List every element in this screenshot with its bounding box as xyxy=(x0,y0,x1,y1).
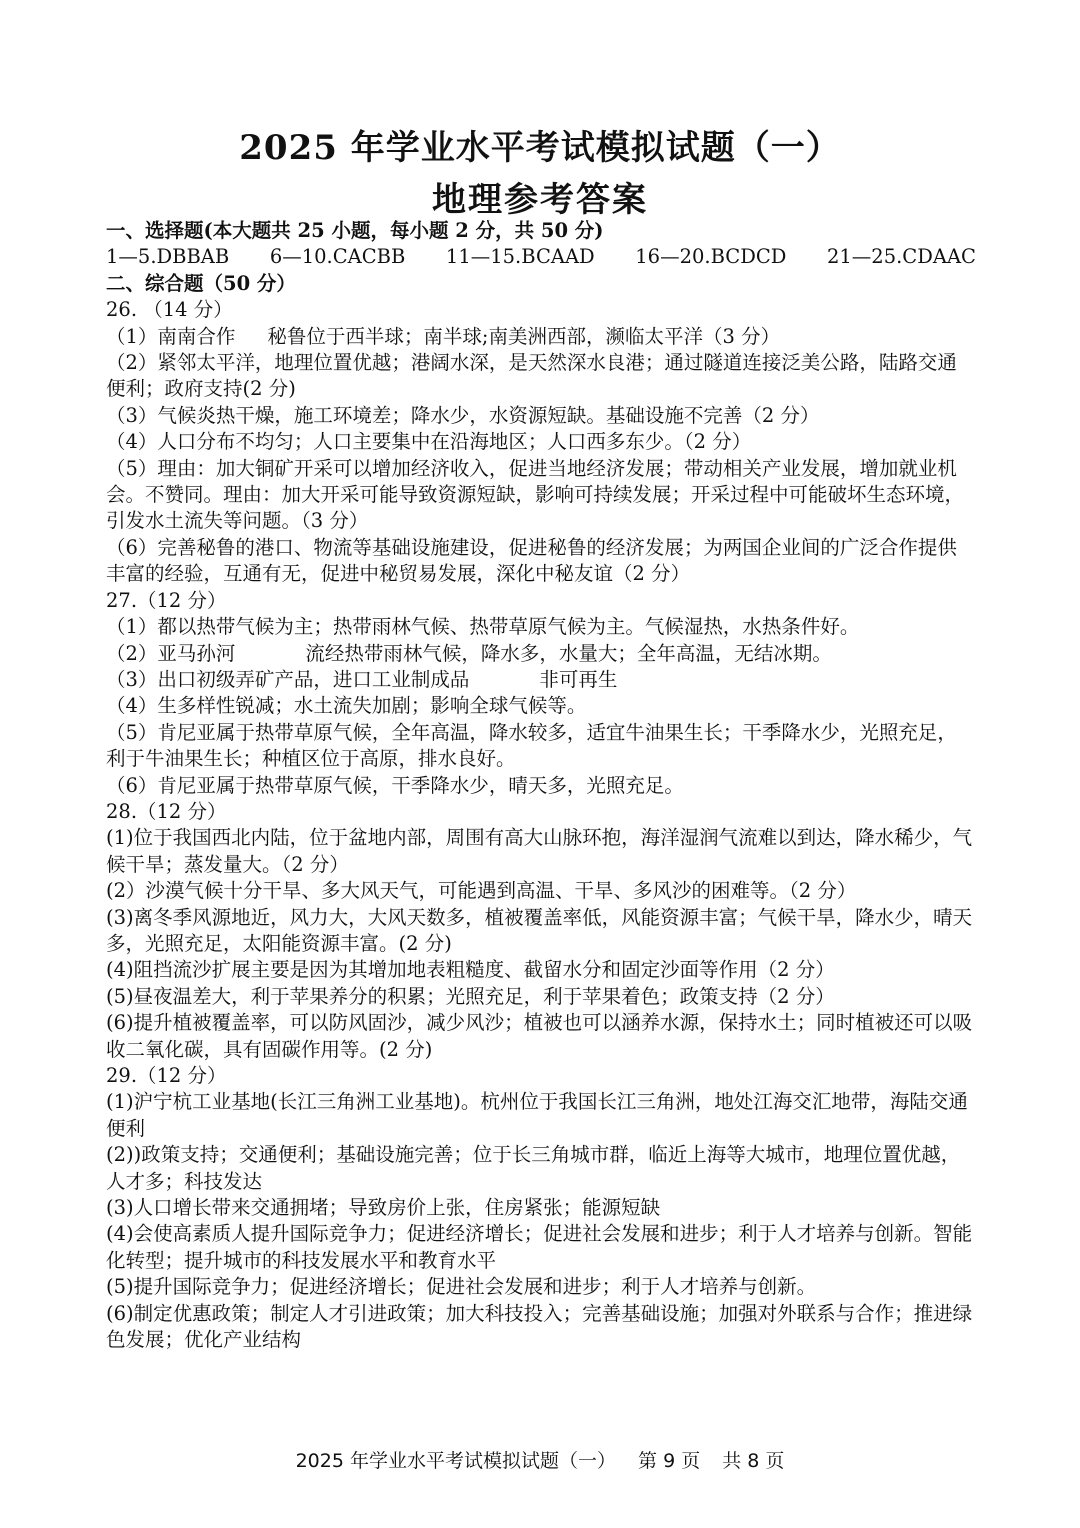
q28-answer-2: (2）沙漠气候十分干旱、多大风天气，可能遇到高温、干旱、多风沙的困难等。（2 分） xyxy=(106,879,857,903)
q29-answer-6: (6)制定优惠政策；制定人才引进政策；加大科技投入；完善基础设施；加强对外联系与合作；推进绿色发展；优化产业结构 xyxy=(106,1301,973,1352)
q28-answer-3: (3)离冬季风源地近，风力大，大风天数多，植被覆盖率低，风能资源丰富；气候干旱，降水少，晴天多，光照充足，太阳能资源丰富。(2 分) xyxy=(106,905,973,955)
q26-answer-1 xyxy=(106,324,976,350)
page-subtitle: 地理参考答案 xyxy=(432,180,648,220)
q29-answer-2: (2))政策支持；交通便利；基础设施完善；位于长三角城市群，临近上海等大城市，地理位置优越，人才多；科技发达 xyxy=(106,1143,961,1193)
footer-exam-title: 2025 年学业水平考试模拟试题（一） xyxy=(295,1450,616,1472)
q27-answer-2-part-a: （2）亚马孙河 xyxy=(106,641,236,665)
choice-answers xyxy=(106,244,976,270)
q29-answer-4: (4)会使高素质人提升国际竞争力；促进经济增长；促进社会发展和进步；利于人才培养与创新。智能化转型；提升城市的科技发展水平和教育水平 xyxy=(106,1222,973,1272)
choice-answer-16-20: 16—20.BCDCD xyxy=(635,245,787,269)
q26-answer-5: （5）理由：加大铜矿开采可以增加经济收入，促进当地经济发展；带动相关产业发展，增加就业机会。不赞同。理由：加大开采可能导致资源短缺，影响可持续发展；开采过程中可能破坏生态环境，引发水土流失等问题。（3 分） xyxy=(106,456,965,533)
q27-answer-5: （5）肯尼亚属于热带草原气候，全年高温，降水较多，适宜牛油果生长；干季降水少，光照充足，利于牛油果生长；种植区位于高原，排水良好。 xyxy=(106,720,957,771)
q26-answer-2: （2）紧邻太平洋，地理位置优越；港阔水深，是天然深水良港；通过隧道连接泛美公路，陆路交通便利；政府支持(2 分) xyxy=(106,351,957,401)
q26-answer-6: （6）完善秘鲁的港口、物流等基础设施建设，促进秘鲁的经济发展；为两国企业间的广泛合作提供丰富的经验，互通有无，促进中秘贸易发展，深化中秘友谊（2 分） xyxy=(106,535,957,586)
q27-answer-3-part-b: 非可再生 xyxy=(539,667,618,691)
q26-answer-1-part-b: 秘鲁位于西半球；南半球;南美洲西部，濒临太平洋（3 分） xyxy=(267,324,781,348)
q28-header: 28.（12 分） xyxy=(106,799,227,823)
q27-answer-4: （4）生多样性锐减；水土流失加剧；影响全球气候等。 xyxy=(106,694,587,718)
q29-header: 29.（12 分） xyxy=(106,1064,227,1087)
answer-content xyxy=(106,218,976,1353)
q27-answer-3-part-a: （3）出口初级弄矿产品，进口工业制成品 xyxy=(106,667,470,691)
q26-answer-4: （4）人口分布不均匀；人口主要集中在沿海地区；人口西多东少。（2 分） xyxy=(106,430,752,454)
choice-answer-11-15: 11—15.BCAAD xyxy=(445,245,595,269)
q26-answer-3: （3）气候炎热干燥，施工环境差；降水少，水资源短缺。基础设施不完善（2 分） xyxy=(106,403,820,427)
q26-header: 26. （14 分） xyxy=(106,298,233,322)
q28-answer-4: (4)阻挡流沙扩展主要是因为其增加地表粗糙度、截留水分和固定沙面等作用（2 分） xyxy=(106,958,835,982)
choice-answer-6-10: 6—10.CACBB xyxy=(269,245,406,269)
q27-answer-6: （6）肯尼亚属于热带草原气候，干季降水少，晴天多，光照充足。 xyxy=(106,773,684,797)
q29-answer-1: (1)沪宁杭工业基地(长江三角洲工业基地)。杭州位于我国长江三角洲，地处江海交汇地带，海陆交通便利 xyxy=(106,1090,968,1140)
q29-answer-3: (3)人口增长带来交通拥堵；导致房价上张，住房紧张；能源短缺 xyxy=(106,1196,661,1220)
q26-answer-1-part-a: （1）南南合作 xyxy=(106,324,236,348)
q27-answer-1: （1）都以热带气候为主；热带雨林气候、热带草原气候为主。气候湿热，水热条件好。 xyxy=(106,615,860,639)
q28-answer-6: (6)提升植被覆盖率，可以防风固沙，减少风沙；植被也可以涵养水源，保持水土；同时植被还可以吸收二氧化碳，具有固碳作用等。(2 分) xyxy=(106,1011,973,1061)
choice-answer-1-5: 1—5.DBBAB xyxy=(106,245,230,269)
q28-answer-1: (1)位于我国西北内陆，位于盆地内部，周围有高大山脉环抱，海洋湿润气流难以到达，降水稀少，气候干旱；蒸发量大。（2 分） xyxy=(106,826,973,876)
footer-total-pages: 共 8 页 xyxy=(722,1450,785,1472)
section2-heading: 二、综合题（50 分） xyxy=(106,271,296,295)
section1-heading: 一、选择题(本大题共 25 小题，每小题 2 分，共 50 分) xyxy=(106,219,604,242)
q27-answer-2 xyxy=(106,641,976,667)
q29-answer-5: (5)提升国际竞争力；促进经济增长；促进社会发展和进步；利于人才培养与创新。 xyxy=(106,1275,817,1299)
q27-header: 27.（12 分） xyxy=(106,588,227,612)
q27-answer-3 xyxy=(106,667,976,693)
page-footer xyxy=(0,1446,1080,1473)
q28-answer-5: (5)昼夜温差大，利于苹果养分的积累；光照充足，利于苹果着色；政策支持（2 分） xyxy=(106,984,835,1008)
choice-answer-21-25: 21—25.CDAAC xyxy=(826,245,976,269)
page-title: 2025 年学业水平考试模拟试题（一） xyxy=(239,128,841,168)
footer-page-number: 第 9 页 xyxy=(638,1450,701,1472)
q27-answer-2-part-b: 流经热带雨林气候，降水多，水量大；全年高温，无结冰期。 xyxy=(305,641,832,665)
